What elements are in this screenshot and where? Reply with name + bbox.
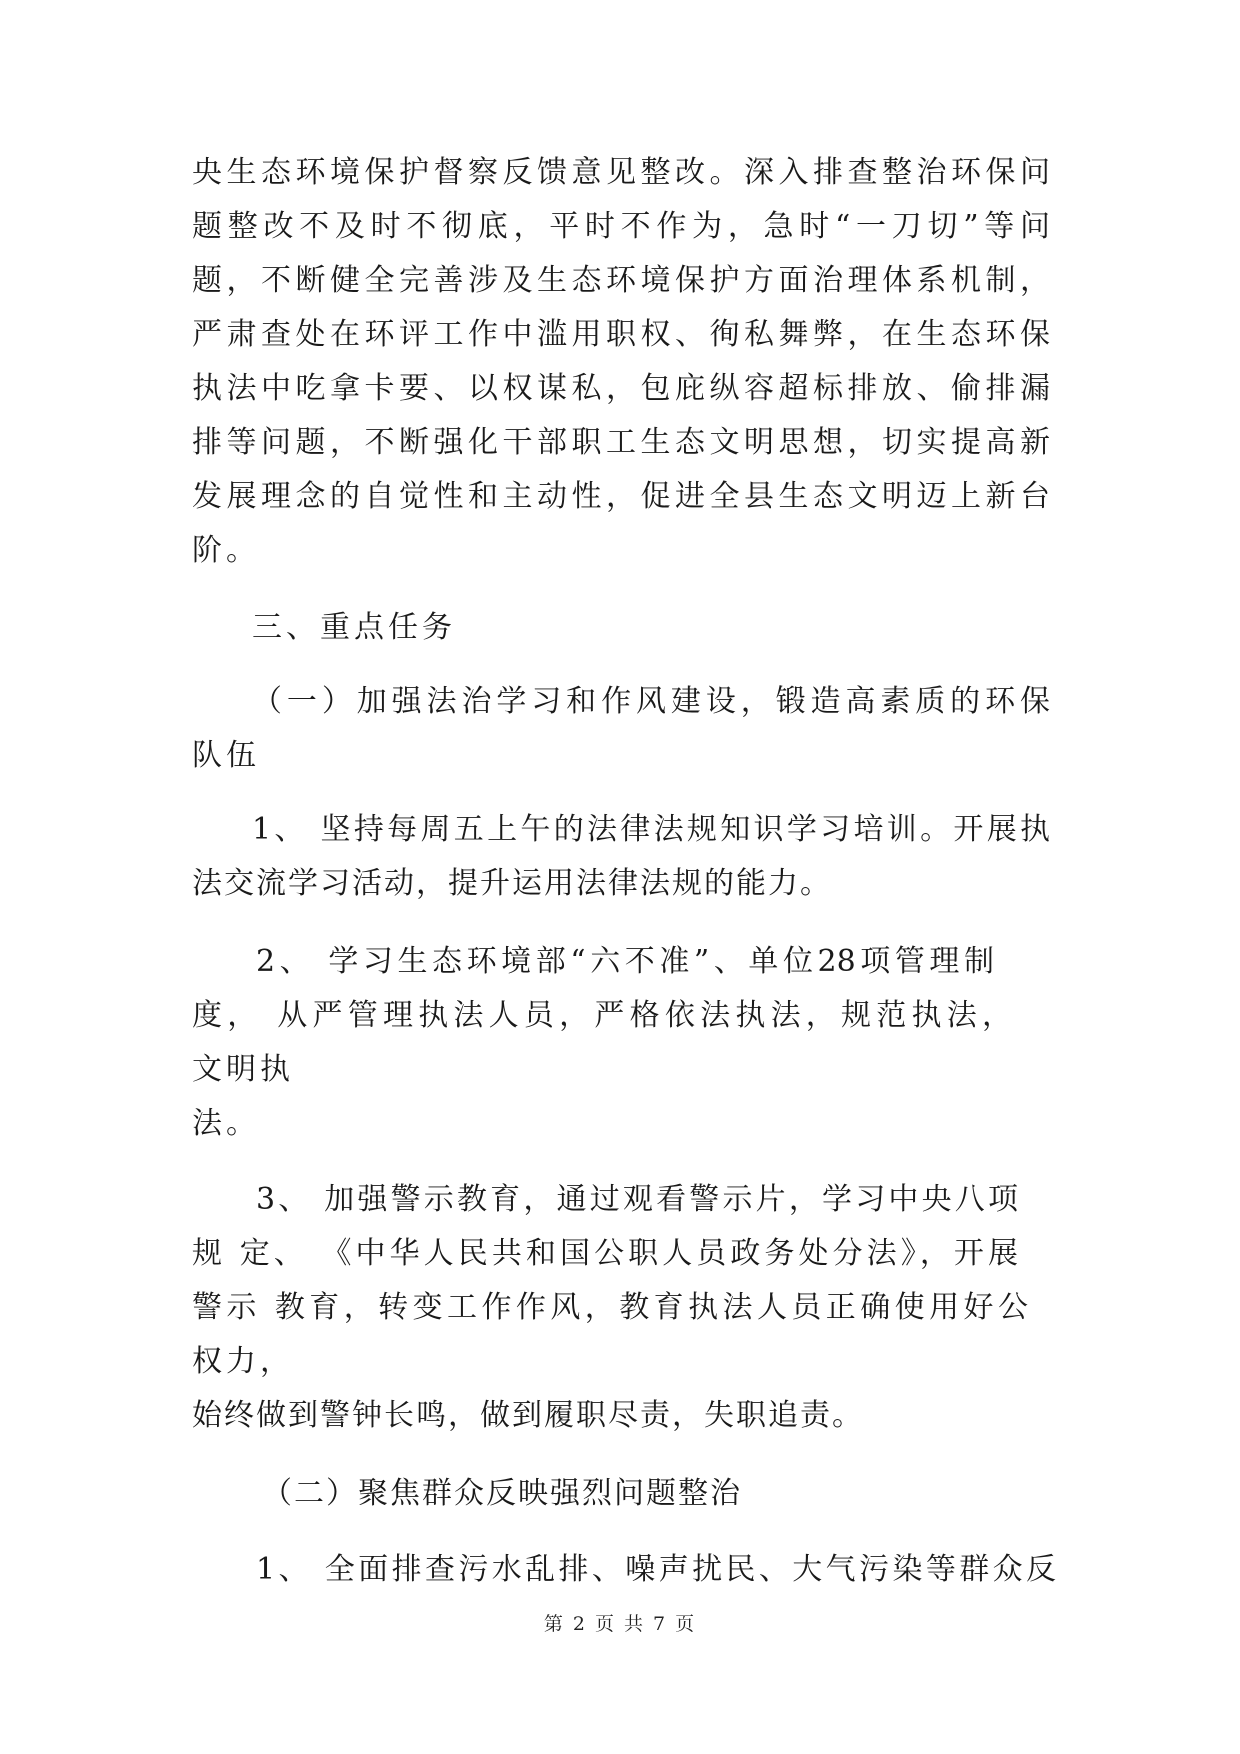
- list-item-cont: 法。: [192, 1106, 260, 1141]
- paragraph-line: 执法中吃拿卡要、以权谋私，包庇纵容超标排放、偷排漏: [192, 371, 1050, 406]
- paragraph-line: 题，不断健全完善涉及生态环境保护方面治理体系机制，: [192, 263, 1050, 298]
- paragraph-line: 阶。: [192, 533, 260, 568]
- subsection-heading: （二）聚焦群众反映强烈问题整治: [262, 1476, 742, 1511]
- paragraph-line: 排等问题，不断强化干部职工生态文明思想，切实提高新: [192, 425, 1050, 460]
- list-item-cont: 规 定、 《中华人民共和国公职人员政务处分法》，开展: [192, 1236, 1018, 1271]
- list-item-cont: 始终做到警钟长鸣，做到履职尽责，失职追责。: [192, 1398, 864, 1433]
- list-item: 3、 加强警示教育，通过观看警示片，学习中央八项: [256, 1182, 1018, 1217]
- list-item: 1、 坚持每周五上午的法律法规知识学习培训。开展执: [252, 812, 1050, 847]
- list-item-cont: 警示 教育，转变工作作风，教育执法人员正确使用好公: [192, 1290, 1028, 1325]
- paragraph-line: 央生态环境保护督察反馈意见整改。深入排查整治环保问: [192, 155, 1050, 190]
- list-item: 1、 全面排查污水乱排、噪声扰民、大气污染等群众反: [256, 1552, 1056, 1587]
- list-item-cont: 文明执: [192, 1052, 294, 1087]
- paragraph-line: 严肃查处在环评工作中滥用职权、徇私舞弊，在生态环保: [192, 317, 1050, 352]
- paragraph-line: 题整改不及时不彻底，平时不作为，急时“一刀切”等问: [192, 209, 1050, 244]
- subsection-heading: （一）加强法治学习和作风建设，锻造高素质的环保: [252, 684, 1050, 719]
- subsection-heading-cont: 队伍: [192, 738, 260, 773]
- list-item-cont: 度， 从严管理执法人员，严格依法执法，规范执法，: [192, 998, 1012, 1033]
- paragraph-line: 发展理念的自觉性和主动性，促进全县生态文明迈上新台: [192, 479, 1050, 514]
- list-item-cont: 法交流学习活动，提升运用法律法规的能力。: [192, 866, 832, 901]
- page-number-footer: 第 2 页 共 7 页: [543, 1613, 697, 1635]
- section-heading: 三、重点任务: [252, 610, 456, 645]
- list-item: 2、 学习生态环境部“六不准”、单位28项管理制: [256, 944, 994, 979]
- list-item-cont: 权力，: [192, 1344, 294, 1379]
